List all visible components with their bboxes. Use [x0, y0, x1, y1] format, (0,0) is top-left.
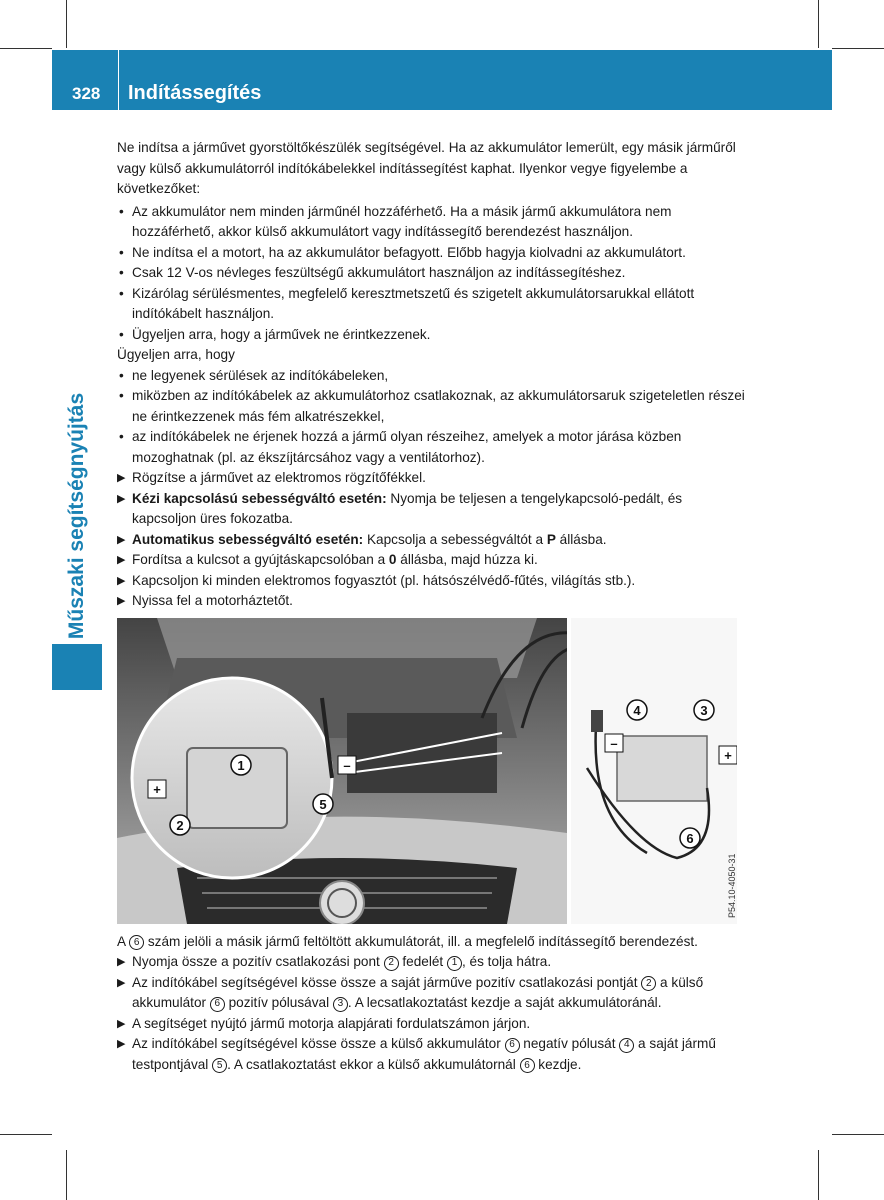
step-item: ▶ Kapcsoljon ki minden elektromos fogyasztót (pl. hátsószélvédő-fűtés, világítás stb.).: [117, 571, 749, 592]
crop-mark: [832, 48, 884, 49]
careful-paragraph: Ügyeljen arra, hogy: [117, 347, 235, 362]
callout-2: 2: [176, 817, 184, 833]
callout-3: 3: [700, 702, 708, 718]
step-item: ▶ A segítséget nyújtó jármű motorja alapjárati fordulatszámon járjon.: [117, 1014, 749, 1035]
crop-mark: [818, 1150, 819, 1200]
callout-ref: 5: [212, 1058, 227, 1073]
bullet-item: • Az akkumulátor nem minden járműnél hozzáférhető. Ha a másik jármű akkumulátora nem hozzáférhető, akkor külső akkumulátort vagy indítássegítő berendezést használjon.: [117, 202, 749, 243]
step-item: ▶ Nyomja össze a pozitív csatlakozási pont 2 fedelét 1 , és tolja hátra.: [117, 952, 749, 973]
callout-6: 6: [686, 830, 694, 846]
intro-paragraph: Ne indítsa a járművet gyorstöltőkészülék segítségével. Ha az akkumulátor lemerült, egy másik járműről vagy külső akkumulátorról indítókábelekkel indítássegítést kaphat. Ilyenkor vegye figyelembe a következőket:: [117, 140, 736, 196]
callout-ref: 6: [210, 997, 225, 1012]
step-arrow-icon: ▶: [117, 574, 126, 587]
bullet-item: • miközben az indítókábelek az akkumulátorhoz csatlakoznak, az akkumulátorsaruk szigeteletlen részei ne érintkezzenek más fém alkatrészekkel,: [117, 386, 749, 427]
bullet-item: • Kizárólag sérülésmentes, megfelelő keresztmetszetű és szigetelt akkumulátorsarukkal ellátott indítókábelt használjon.: [117, 284, 749, 325]
step-arrow-icon: ▶: [117, 492, 126, 505]
step-arrow-icon: ▶: [117, 554, 126, 566]
bullet-item: • Csak 12 V-os névleges feszültségű akkumulátort használjon az indítássegítéshez.: [117, 263, 749, 284]
bullet-item: • az indítókábelek ne érjenek hozzá a jármű olyan részeihez, amelyek a motor járása közben mozoghatnak (pl. az ékszíjtárcsához vagy a ventilátorhoz).: [117, 427, 749, 468]
bullet-item: • Ügyeljen arra, hogy a járművek ne érintkezzenek.: [117, 325, 749, 346]
bullet-item: • Ne indítsa el a motort, ha az akkumulátor befagyott. Előbb hagyja kiolvadni az akkumulátort.: [117, 243, 749, 264]
crop-mark: [66, 1150, 67, 1200]
step-item: ▶ Automatikus sebességváltó esetén: Kapcsolja a sebességváltót a P állásba.: [117, 530, 749, 551]
engine-bay-illustration: [117, 618, 737, 924]
callout-ref: 2: [384, 956, 399, 971]
bullet-item: • ne legyenek sérülések az indítókábeleken,: [117, 366, 749, 387]
plus-label: +: [153, 781, 161, 797]
page-content: [117, 138, 749, 1075]
step-item: ▶ Rögzítse a járművet az elektromos rögzítőfékkel.: [117, 468, 749, 489]
side-tab-marker: [52, 644, 102, 690]
callout-ref: 2: [641, 976, 656, 991]
callout-5: 5: [319, 796, 327, 812]
step-arrow-icon: ▶: [117, 976, 126, 989]
callout-ref: 6: [520, 1058, 535, 1073]
figure-code: P54.10-4050-31: [727, 852, 737, 918]
plus-label: +: [724, 747, 732, 763]
side-section-label: Műszaki segítségnyújtás: [65, 392, 88, 640]
step-arrow-icon: ▶: [117, 956, 126, 968]
callout-ref: 3: [333, 997, 348, 1012]
step-arrow-icon: ▶: [117, 533, 126, 546]
page-title: Indítássegítés: [128, 82, 262, 104]
callout-ref: 4: [619, 1038, 634, 1053]
step-arrow-icon: ▶: [117, 1038, 126, 1050]
page-number: 328: [72, 84, 101, 103]
crop-mark: [0, 48, 52, 49]
callout-4: 4: [633, 702, 641, 718]
step-item: ▶ Kézi kapcsolású sebességváltó esetén: Nyomja be teljesen a tengelykapcsoló-pedált, és kapcsoljon üres fokozatba.: [117, 490, 683, 526]
step-item: ▶ Az indítókábel segítségével kösse össze a külső akkumulátor 6 negatív pólusát 4 a saját jármű testpontjával 5 . A csatlakoztatást ekkor a külső akkumulátornál 6 kezdje.: [117, 1036, 716, 1072]
callout-ref: 6: [129, 935, 144, 950]
step-arrow-icon: ▶: [117, 595, 126, 607]
minus-label: –: [610, 735, 618, 751]
callout-1: 1: [237, 757, 245, 773]
header-divider: [118, 50, 119, 110]
callout-ref: 1: [447, 956, 462, 971]
jump-start-figure: [117, 618, 737, 924]
step-item: ▶ Az indítókábel segítségével kösse össze a saját járműve pozitív csatlakozási pontját 2 a külső akkumulátor 6 pozitív pólusával 3 . A lecsatlakoztatást kezdje a saját akkumulátoránál.: [117, 974, 704, 1010]
step-item: ▶ Fordítsa a kulcsot a gyújtáskapcsolóban a 0 állásba, majd húzza ki.: [117, 550, 749, 571]
callout-ref: 6: [505, 1038, 520, 1053]
step-arrow-icon: ▶: [117, 1017, 126, 1030]
crop-mark: [66, 0, 67, 48]
minus-label: –: [343, 757, 351, 773]
crop-mark: [0, 1134, 52, 1135]
step-arrow-icon: ▶: [117, 472, 126, 484]
crop-mark: [832, 1134, 884, 1135]
legend-paragraph: A 6 szám jelöli a másik jármű feltöltött akkumulátorát, ill. a megfelelő indítássegítő berendezést.: [117, 933, 698, 949]
crop-mark: [818, 0, 819, 48]
step-item: ▶ Nyissa fel a motorháztetőt.: [117, 591, 749, 612]
